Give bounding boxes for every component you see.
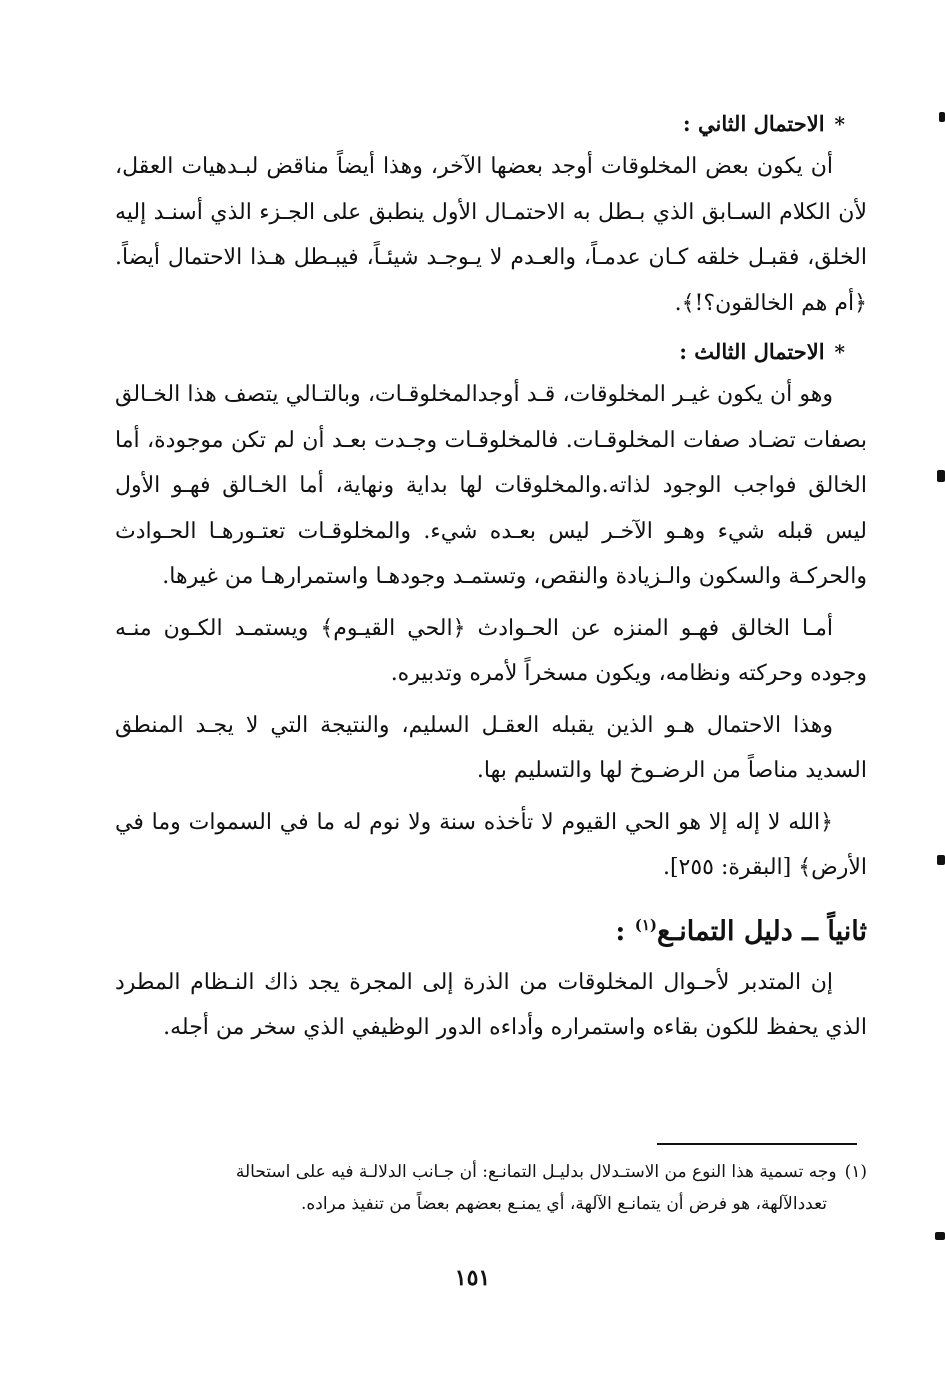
footnote-reference: (١) bbox=[634, 915, 657, 934]
page-number: ١٥١ bbox=[454, 1265, 491, 1291]
heading-text: الاحتمال الثاني : bbox=[682, 111, 825, 136]
page-body bbox=[115, 100, 867, 1057]
footnote bbox=[115, 1156, 867, 1220]
footnote-line: تعددالآلهة، هو فرض أن يتمانـع الآلهة، أي يمنـع بعضهم بعضاً من تنفيذ مراده. bbox=[300, 1194, 827, 1214]
scan-edge-mark bbox=[937, 470, 945, 482]
paragraph: أن يكون بعض المخلوقات أوجد بعضها الآخر، وهذا أيضاً مناقض لبـدهيات العقل، لأن الكلام السـابق الذي بـطل به الاحتمـال الأول ينطبق على الجـزء الذي أسنـد إليه الخلق، فقبـل خلقه كـان عدمـاً، والعـدم لا يـوجـد شيئـاً، فيبـطل هـذا الاحتمال أيضاً. ﴿أم هم الخالقون؟!﴾. bbox=[115, 154, 867, 316]
quran-quote-paragraph: ﴿الله لا إله إلا هو الحي القيوم لا تأخذه سنة ولا نوم له ما في السموات وما في الأرض﴾ [البقرة: ٢٥٥]. bbox=[115, 809, 867, 880]
section-title bbox=[115, 899, 867, 958]
paragraph: وهو أن يكون غيـر المخلوقات، قـد أوجدالمخلوقـات، وبالتـالي يتصف هذا الخـالق بصفات تضـاد صفات المخلوقـات. فالمخلوقـات وجـدت بعـد أن لم تكن موجودة، أما الخالق فواجب الوجود لذاته.والمخلوقات لها بداية ونهاية، أما الخـالق فهـو الأول ليس قبله شيء وهـو الآخـر ليس بعـده شيء. والمخلوقـات تعتـورهـا الحـوادث والحركـة والسكون والـزيادة والنقص، وتستمـد وجودهـا واستمرارهـا من غيرها. bbox=[115, 382, 867, 589]
heading-text: الاحتمال الثالث : bbox=[679, 339, 825, 364]
scan-edge-mark bbox=[939, 112, 945, 122]
paragraph: أمـا الخالق فهـو المنزه عن الحـوادث ﴿الحي القيـوم﴾ ويستمـد الكـون منـه وجوده وحركته ونظامه، ويكون مسخراً لأمره وتدبيره. bbox=[115, 615, 867, 686]
footnote-line: وجه تسمية هذا النوع من الاستـدلال بدليـل التمانـع: أن جـانب الدلالـة فيه على استحالة bbox=[235, 1162, 837, 1182]
paragraph: وهذا الاحتمال هـو الذين يقبله العقـل السليم، والنتيجة التي لا يجـد المنطق السديد مناصاً من الرضـوخ لها والتسليم بها. bbox=[115, 712, 867, 783]
star-bullet: * bbox=[834, 340, 845, 364]
footnote-number: (١) bbox=[844, 1162, 867, 1182]
heading-second-possibility bbox=[115, 104, 867, 144]
heading-third-possibility bbox=[115, 332, 867, 372]
star-bullet: * bbox=[834, 112, 845, 136]
paragraph: إن المتدبر لأحـوال المخلوقات من الذرة إلى المجرة يجد ذاك النـظام المطرد الذي يحفظ للكون بقاءه واستمراره وأداءه الدور الوظيفي الذي سخر من أجله. bbox=[115, 969, 867, 1040]
scan-edge-mark bbox=[935, 1232, 945, 1240]
section-title-suffix: : bbox=[615, 915, 635, 947]
section-title-text: ثانياً ــ دليل التمانـع bbox=[656, 915, 867, 947]
footnote-separator bbox=[657, 1143, 857, 1145]
scan-edge-mark bbox=[937, 855, 945, 865]
